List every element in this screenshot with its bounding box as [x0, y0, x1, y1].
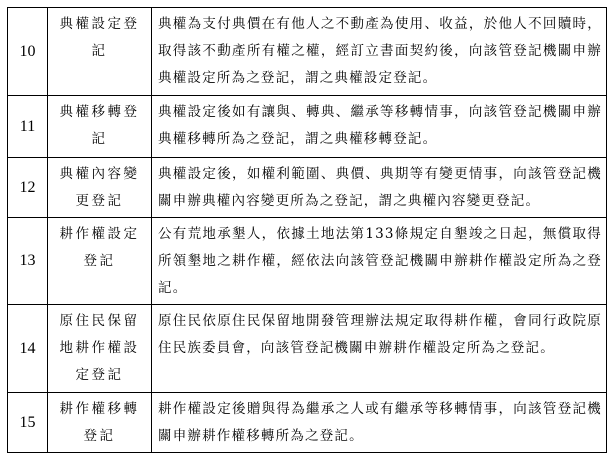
- row-number: 15: [8, 393, 48, 453]
- term-definition: 原住民依原住民保留地開發管理辦法規定取得耕作權，會同行政院原住民族委員會，向該管登記機關申辦耕作權設定所為之登記。: [152, 305, 607, 393]
- term-name: 原住民保留地耕作權設定登記: [48, 305, 152, 393]
- row-number: 10: [8, 8, 48, 96]
- term-name: 耕作權設定登記: [48, 218, 152, 305]
- term-name: 典權內容變更登記: [48, 158, 152, 218]
- row-number: 12: [8, 158, 48, 218]
- table-row: [8, 96, 607, 158]
- table-row: [8, 8, 607, 96]
- table-row: [8, 158, 607, 218]
- term-definition: 典權設定後如有讓與、轉典、繼承等移轉情事，向該管登記機關申辦典權移轉所為之登記，謂之典權移轉登記。: [152, 96, 607, 158]
- term-definition: 典權設定後，如權利範圍、典價、典期等有變更情事，向該管登記機關申辦典權內容變更所為之登記，謂之典權內容變更登記。: [152, 158, 607, 218]
- term-name: 典權設定登記: [48, 8, 152, 96]
- term-name: 耕作權移轉登記: [48, 393, 152, 453]
- row-number: 14: [8, 305, 48, 393]
- table-row: [8, 393, 607, 453]
- row-number: 11: [8, 96, 48, 158]
- table-row: [8, 305, 607, 393]
- registration-terms-table: [7, 7, 607, 453]
- row-number: 13: [8, 218, 48, 305]
- term-definition: 公有荒地承墾人，依據土地法第133條規定自墾竣之日起，無償取得所領墾地之耕作權，經依法向該管登記機關申辦耕作權設定所為之登記。: [152, 218, 607, 305]
- term-name: 典權移轉登記: [48, 96, 152, 158]
- term-definition: 典權為支付典價在有他人之不動產為使用、收益，於他人不回贖時，取得該不動產所有權之權，經訂立書面契約後，向該管登記機關申辦典權設定所為之登記，謂之典權設定登記。: [152, 8, 607, 96]
- term-definition: 耕作權設定後贈與得為繼承之人或有繼承等移轉情事，向該管登記機關申辦耕作權移轉所為之登記。: [152, 393, 607, 453]
- table-row: [8, 218, 607, 305]
